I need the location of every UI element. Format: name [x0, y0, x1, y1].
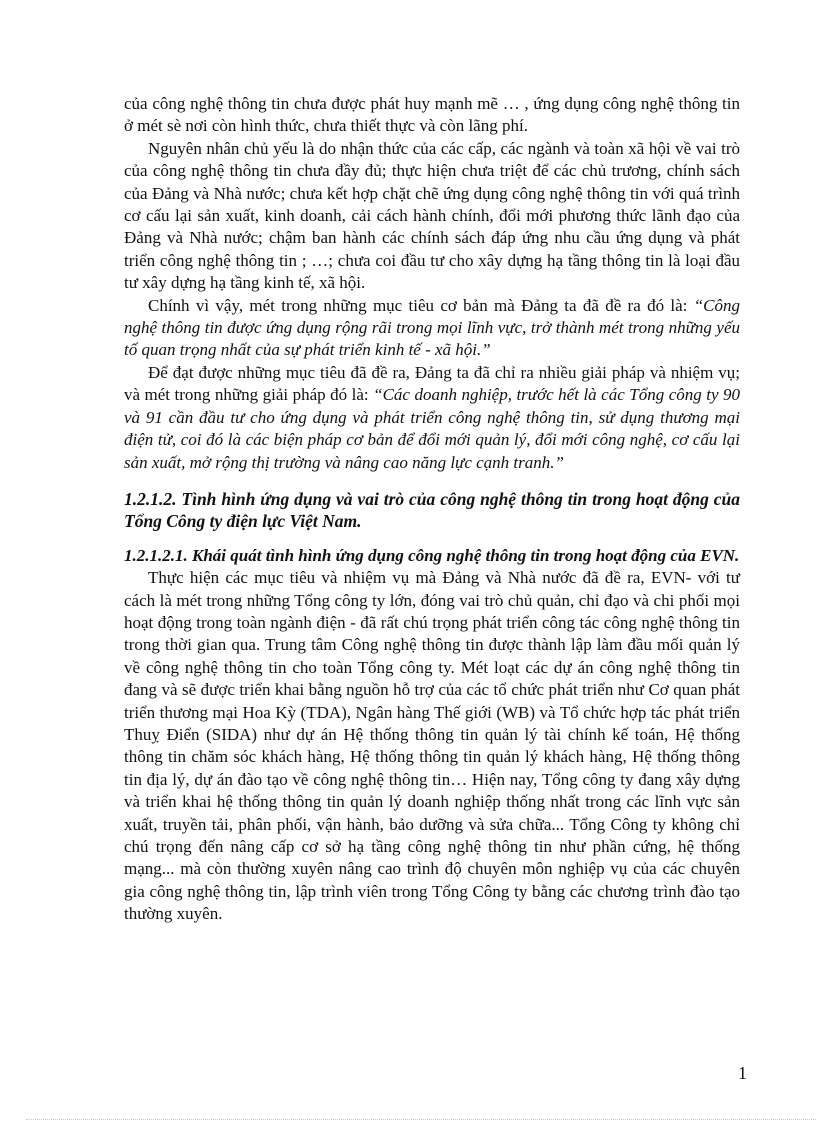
footer-divider [26, 1119, 816, 1120]
objective-quote: “Công nghệ thông tin được ứng dụng rộng rãi trong mọi lĩnh vực, trở thành mét trong những yếu tố quan trọng nhất của sự phát triển kinh tế - xã hội.” [124, 295, 741, 360]
paragraph-solutions [124, 362, 740, 474]
paragraph-causes: Nguyên nhân chủ yếu là do nhận thức của các cấp, các ngành và toàn xã hội về vai trò của công nghệ thông tin chưa đầy đủ; thực hiện chưa triệt để các chủ trương, chính sách của Đảng và Nhà nước; chưa kết hợp chặt chẽ ứng dụng công nghệ thông tin với quá trình cơ cấu lại sản xuất, kinh doanh, cải cách hành chính, đổi mới phương thức lãnh đạo của Đảng và Nhà nước; chậm ban hành các chính sách đáp ứng nhu cầu ứng dụng và phát triển công nghệ thông tin ; …; chưa coi đầu tư cho xây dựng hạ tầng thông tin là loại đầu tư xây dựng hạ tầng kinh tế, xã hội. [124, 138, 740, 293]
solutions-lead-text: Để đạt được những mục tiêu đã đề ra, Đảng ta đã chỉ ra nhiều giải pháp và nhiệm vụ; và mét trong những giải pháp đó là: [124, 362, 740, 405]
paragraph-continuation: của công nghệ thông tin chưa được phát huy mạnh mẽ … , ứng dụng công nghệ thông tin ở mét sè nơi còn hình thức, chưa thiết thực và còn lãng phí. [124, 94, 740, 136]
paragraph-objective [124, 295, 740, 362]
section-heading: 1.2.1.2. Tình hình ứng dụng và vai trò của công nghệ thông tin trong hoạt động của Tổng Công ty điện lực Việt Nam. [124, 488, 740, 532]
solutions-quote: “Các doanh nghiệp, trước hết là các Tổng công ty 90 và 91 cần đầu tư cho ứng dụng và phát triển công nghệ thông tin, sử dụng thương mại điện tử, coi đó là các biện pháp cơ bản để đổi mới quản lý, đổi mới công nghệ, cơ cấu lại sản xuất, mở rộng thị trường và nâng cao năng lực cạnh tranh.” [124, 385, 741, 472]
objective-lead-text: Chính vì vậy, mét trong những mục tiêu cơ bản mà Đảng ta đã đề ra đó là: [148, 295, 688, 315]
document-body [124, 93, 740, 926]
page-number: 1 [738, 1063, 747, 1083]
subsection-heading: 1.2.1.2.1. Khái quát tình hình ứng dụng công nghệ thông tin trong hoạt động của EVN. [124, 545, 740, 565]
paragraph-evn-overview: Thực hiện các mục tiêu và nhiệm vụ mà Đảng và Nhà nước đã đề ra, EVN- với tư cách là mét trong những Tổng công ty lớn, đóng vai trò chủ quản, chỉ đạo và chi phối mọi hoạt động trong toàn ngành điện - đã rất chú trọng phát triển công tác công nghệ thông tin trong thời gian qua. Trung tâm Công nghệ thông tin được thành lập làm đầu mối quản lý về công nghệ thông tin cho toàn Tổng công ty. Mét loạt các dự án công nghệ thông tin đang và sẽ được triển khai bằng nguồn hỗ trợ của các tổ chức phát triển như Cơ quan phát triển thương mại Hoa Kỳ (TDA), Ngân hàng Thế giới (WB) và Tổ chức hợp tác phát triển Thuỵ Điển (SIDA) như dự án Hệ thống thông tin quản lý tài chính kế toán, Hệ thống thông tin chăm sóc khách hàng, Hệ thống thông tin quản lý khách hàng, Hệ thống thông tin địa lý, dự án đào tạo về công nghệ thông tin… Hiện nay, Tổng công ty đang xây dựng và triển khai hệ thống thông tin quản lý doanh nghiệp thống nhất trong các lĩnh vực sản xuất, truyền tải, phân phối, vận hành, bảo dưỡng và sửa chữa... Tổng Công ty không chỉ chú trọng đến nâng cấp cơ sở hạ tầng công nghệ thông tin như phần cứng, hệ thống mạng... mà còn thường xuyên nâng cao trình độ chuyên môn nghiệp vụ của các chuyên gia công nghệ thông tin, lập trình viên trong Tổng Công ty bằng các chương trình đào tạo thường xuyên. [124, 568, 740, 924]
